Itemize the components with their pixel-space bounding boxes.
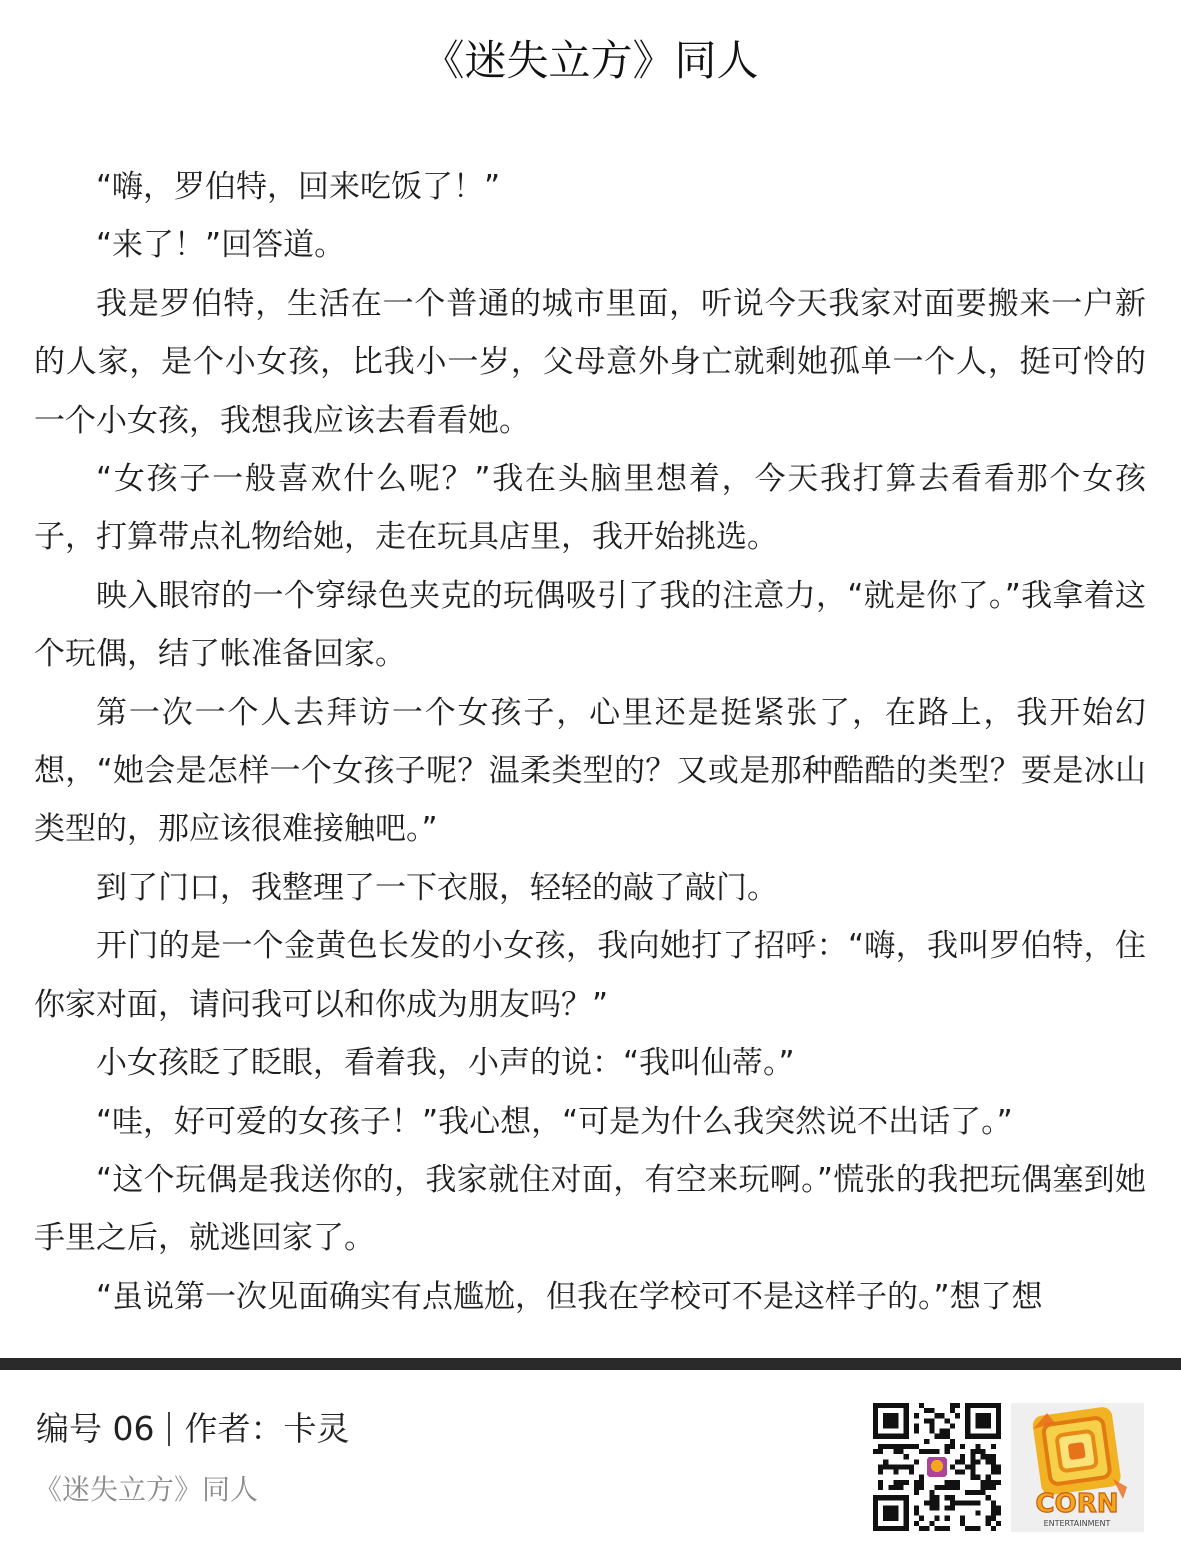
issue-number: 编号 06: [36, 1409, 155, 1448]
paragraph: “来了！”回答道。: [96, 227, 346, 264]
footer-series: 《迷失立方》同人: [34, 1473, 259, 1506]
paragraph: 小女孩眨了眨眼，看着我，小声的说：“我叫仙蒂。”: [96, 1045, 795, 1082]
logo-subtitle: ENTERTAINMENT: [1043, 1519, 1111, 1528]
logo-wordmark: CORN: [1035, 1489, 1119, 1519]
meta-separator: [168, 1412, 170, 1446]
paragraph: 映入眼帘的一个穿绿色夹克的玩偶吸引了我的注意力，“就是你了。”我拿着这个玩偶，结了帐准备回家。: [34, 577, 1146, 673]
paragraph: 我是罗伯特，生活在一个普通的城市里面，听说今天我家对面要搬来一户新的人家，是个小女孩，比我小一岁，父母意外身亡就剩她孤单一个人，挺可怜的一个小女孩，我想我应该去看看她。: [34, 285, 1146, 439]
paragraph: “这个玩偶是我送你的，我家就住对面，有空来玩啊。”慌张的我把玩偶塞到她手里之后，就逃回家了。: [34, 1161, 1146, 1257]
footer-meta: [36, 1404, 349, 1454]
paragraph: “嗨，罗伯特，回来吃饭了！”: [96, 169, 501, 205]
page-title: 《迷失立方》同人: [422, 36, 759, 85]
qr-code-icon: [873, 1403, 1001, 1531]
corn-logo-icon: [1011, 1403, 1144, 1532]
author-credit: 作者：卡灵: [184, 1409, 350, 1448]
paragraph: 到了门口，我整理了一下衣服，轻轻的敲了敲门。: [96, 869, 778, 906]
paragraph: 开门的是一个金黄色长发的小女孩，我向她打了招呼：“嗨，我叫罗伯特，住你家对面，请问我可以和你成为朋友吗？”: [34, 928, 1146, 1023]
story-body: [34, 158, 1146, 1326]
footer-divider: [0, 1358, 1181, 1370]
corn-entertainment-logo: [1011, 1403, 1144, 1532]
paragraph: “哇，好可爱的女孩子！”我心想，“可是为什么我突然说不出话了。”: [96, 1103, 1013, 1140]
paragraph: “虽说第一次见面确实有点尴尬，但我在学校可不是这样子的。”想了想: [96, 1278, 1043, 1315]
paragraph: “女孩子一般喜欢什么呢？”我在头脑里想着，今天我打算去看看那个女孩子，打算带点礼物给她，走在玩具店里，我开始挑选。: [34, 461, 1146, 556]
paragraph: 第一次一个人去拜访一个女孩子，心里还是挺紧张了，在路上，我开始幻想，“她会是怎样一个女孩子呢？温柔类型的？又或是那种酷酷的类型？要是冰山类型的，那应该很难接触吧。”: [34, 694, 1146, 848]
